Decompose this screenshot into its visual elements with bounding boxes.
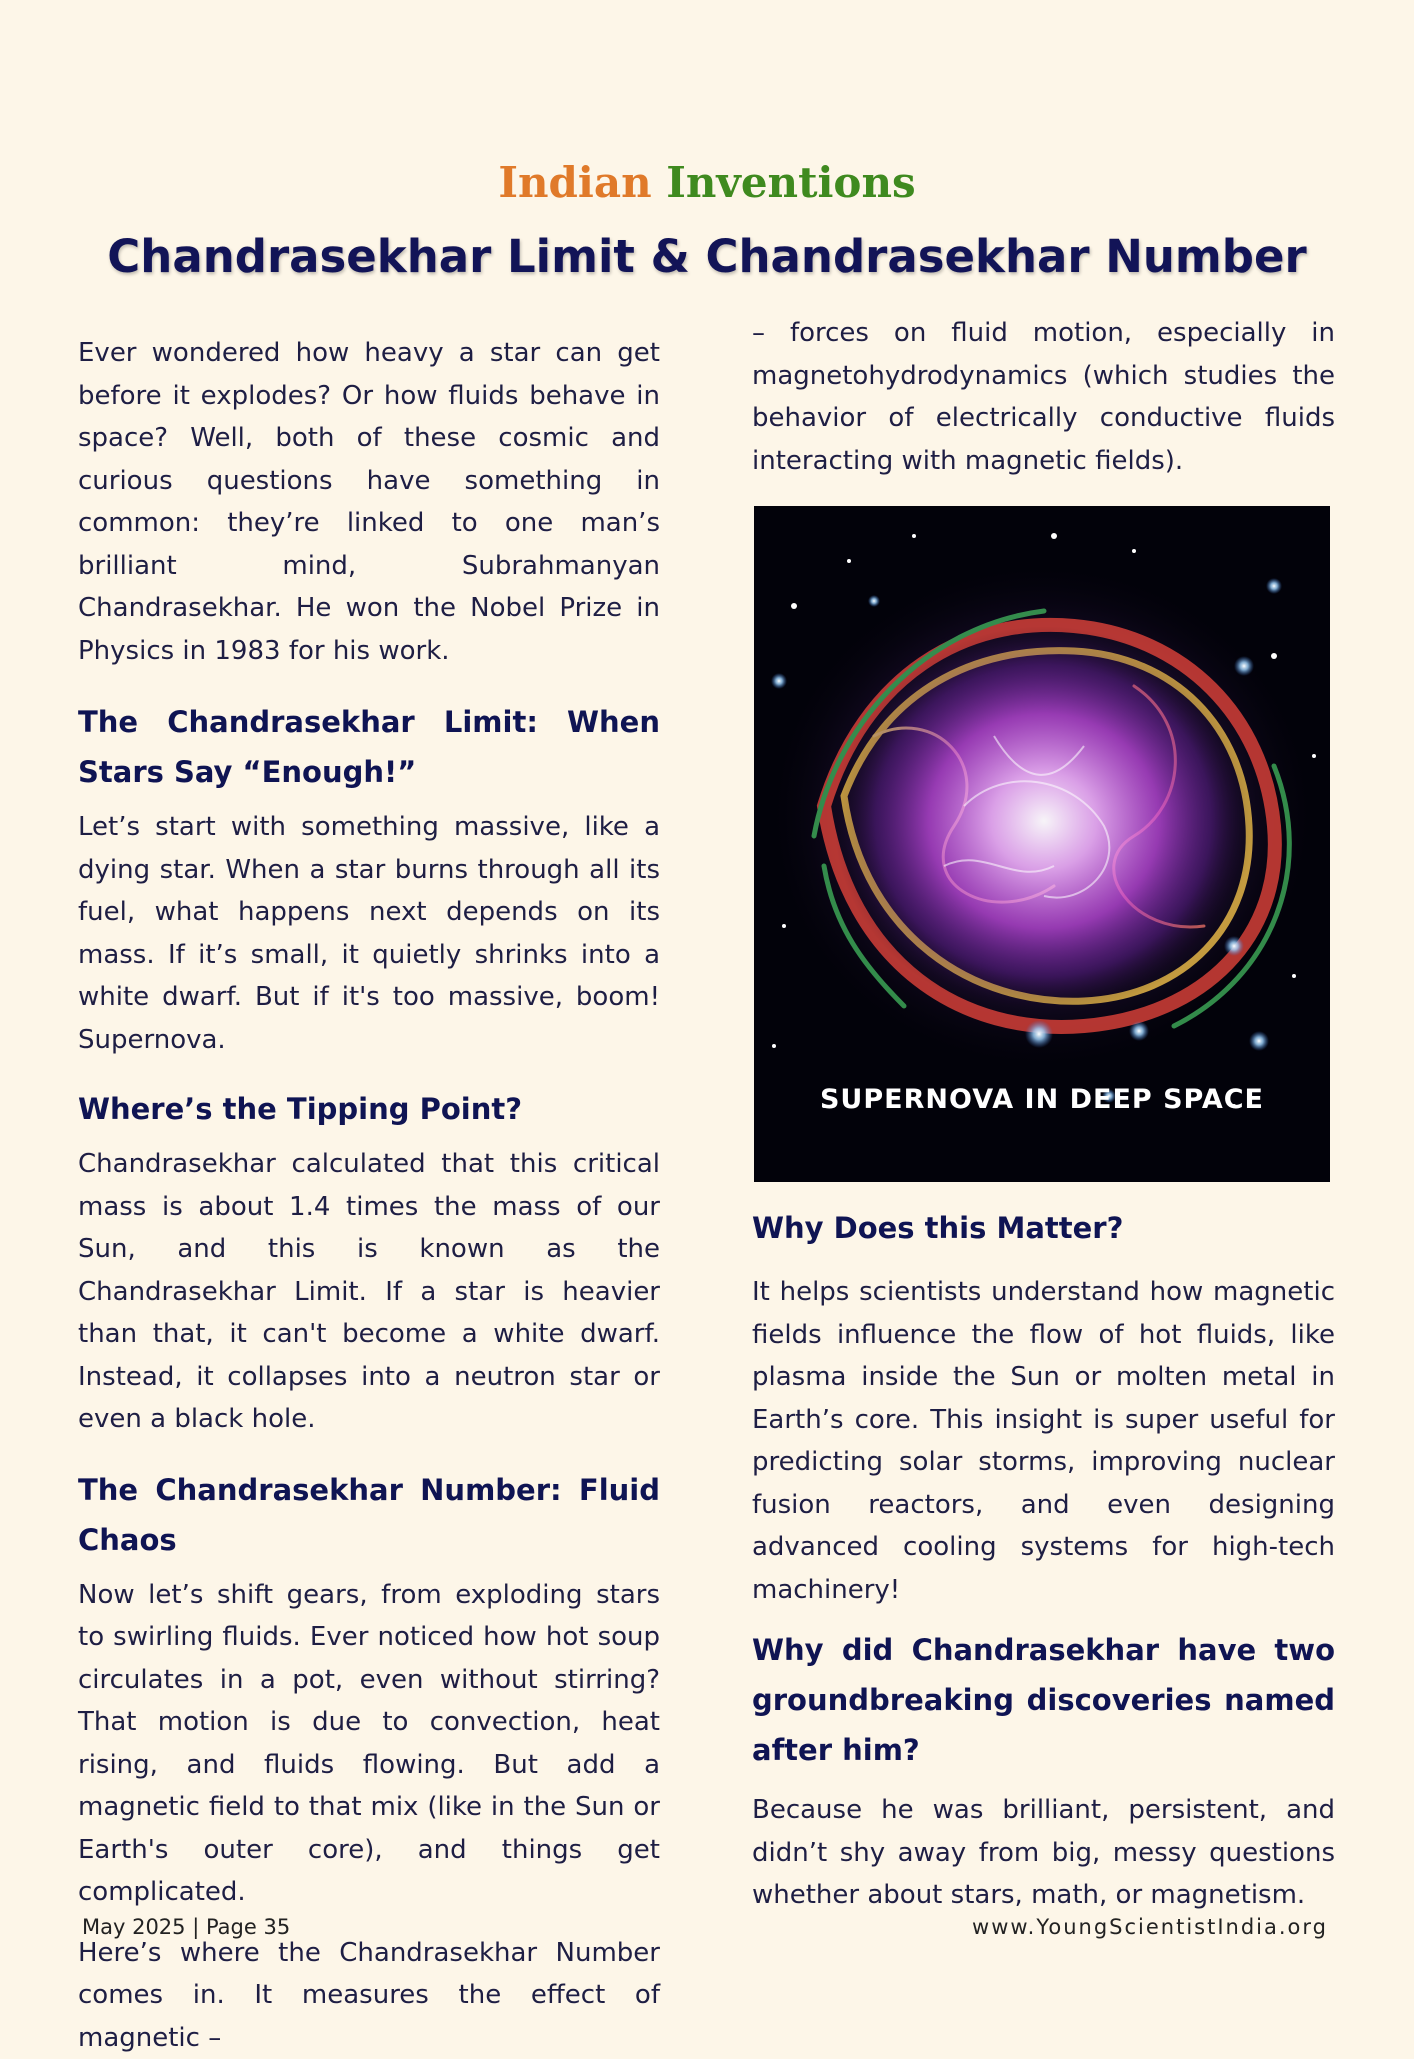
intro-paragraph: Ever wondered how heavy a star can get before it explodes? Or how fluids behave in space? Well, both of these cosmic and curious questions have something in common: they’re linked to one man’s brilliant mind, Subrahmanyan Chandrasekhar. He won the Nobel Prize in Physics in 1983 for his work.: [78, 332, 660, 672]
kicker-word-inventions: Inventions: [666, 158, 915, 207]
tipping-paragraph: Chandrasekhar calculated that this critical mass is about 1.4 times the mass of our Sun, and this is known as the Chandrasekhar Limit. If a star is heavier than that, it can't become a white dwarf. Instead, it collapses into a neutron star or even a black hole.: [78, 1143, 660, 1441]
nebula-illustration: [754, 506, 1330, 1182]
number-paragraph: Now let’s shift gears, from exploding stars to swirling fluids. Ever noticed how hot soup circulates in a pot, even without stirring? That motion is due to convection, heat rising, and fluids flowing. But add a magnetic field to that mix (like in the Sun or Earth's outer core), and things get complicated.: [78, 1574, 660, 1914]
section-kicker: [0, 158, 1414, 207]
figure-caption: SUPERNOVA IN DEEP SPACE: [754, 1084, 1330, 1115]
limit-paragraph: Let’s start with something massive, like a dying star. When a star burns through all its fuel, what happens next depends on its mass. If it’s small, it quietly shrinks into a white dwarf. But if it's too massive, boom! Supernova.: [78, 806, 660, 1061]
tipping-heading: Where’s the Tipping Point?: [78, 1084, 660, 1134]
matter-paragraph: It helps scientists understand how magnetic fields influence the flow of hot fluids, like plasma inside the Sun or molten metal in Earth’s core. This insight is super useful for predicting solar storms, improving nuclear fusion reactors, and even designing advanced cooling systems for high-tech machinery!: [752, 1271, 1335, 1611]
why-paragraph: Because he was brilliant, persistent, and didn’t shy away from big, messy questions whether about stars, math, or magnetism.: [752, 1789, 1335, 1917]
right-column: [752, 312, 1335, 1917]
continued-paragraph: – forces on fluid motion, especially in magnetohydrodynamics (which studies the behavior of electrically conductive fluids interacting with magnetic fields).: [752, 312, 1335, 482]
issue-page-label: May 2025 | Page 35: [82, 1915, 290, 1939]
why-heading: Why did Chandrasekhar have two groundbreaking discoveries named after him?: [752, 1625, 1335, 1775]
number-heading: The Chandrasekhar Number: Fluid Chaos: [78, 1465, 660, 1565]
kicker-word-indian: Indian: [498, 158, 651, 207]
left-column: [78, 332, 660, 2059]
supernova-image: [754, 506, 1330, 1182]
number-paragraph-2: Here’s where the Chandrasekhar Number comes in. It measures the effect of magnetic –: [78, 1932, 660, 2059]
limit-heading: The Chandrasekhar Limit: When Stars Say “Enough!”: [78, 697, 660, 797]
matter-heading: Why Does this Matter?: [752, 1203, 1335, 1253]
article-title: Chandrasekhar Limit & Chandrasekhar Number: [0, 230, 1414, 283]
website-label: www.YoungScientistIndia.org: [972, 1915, 1328, 1939]
